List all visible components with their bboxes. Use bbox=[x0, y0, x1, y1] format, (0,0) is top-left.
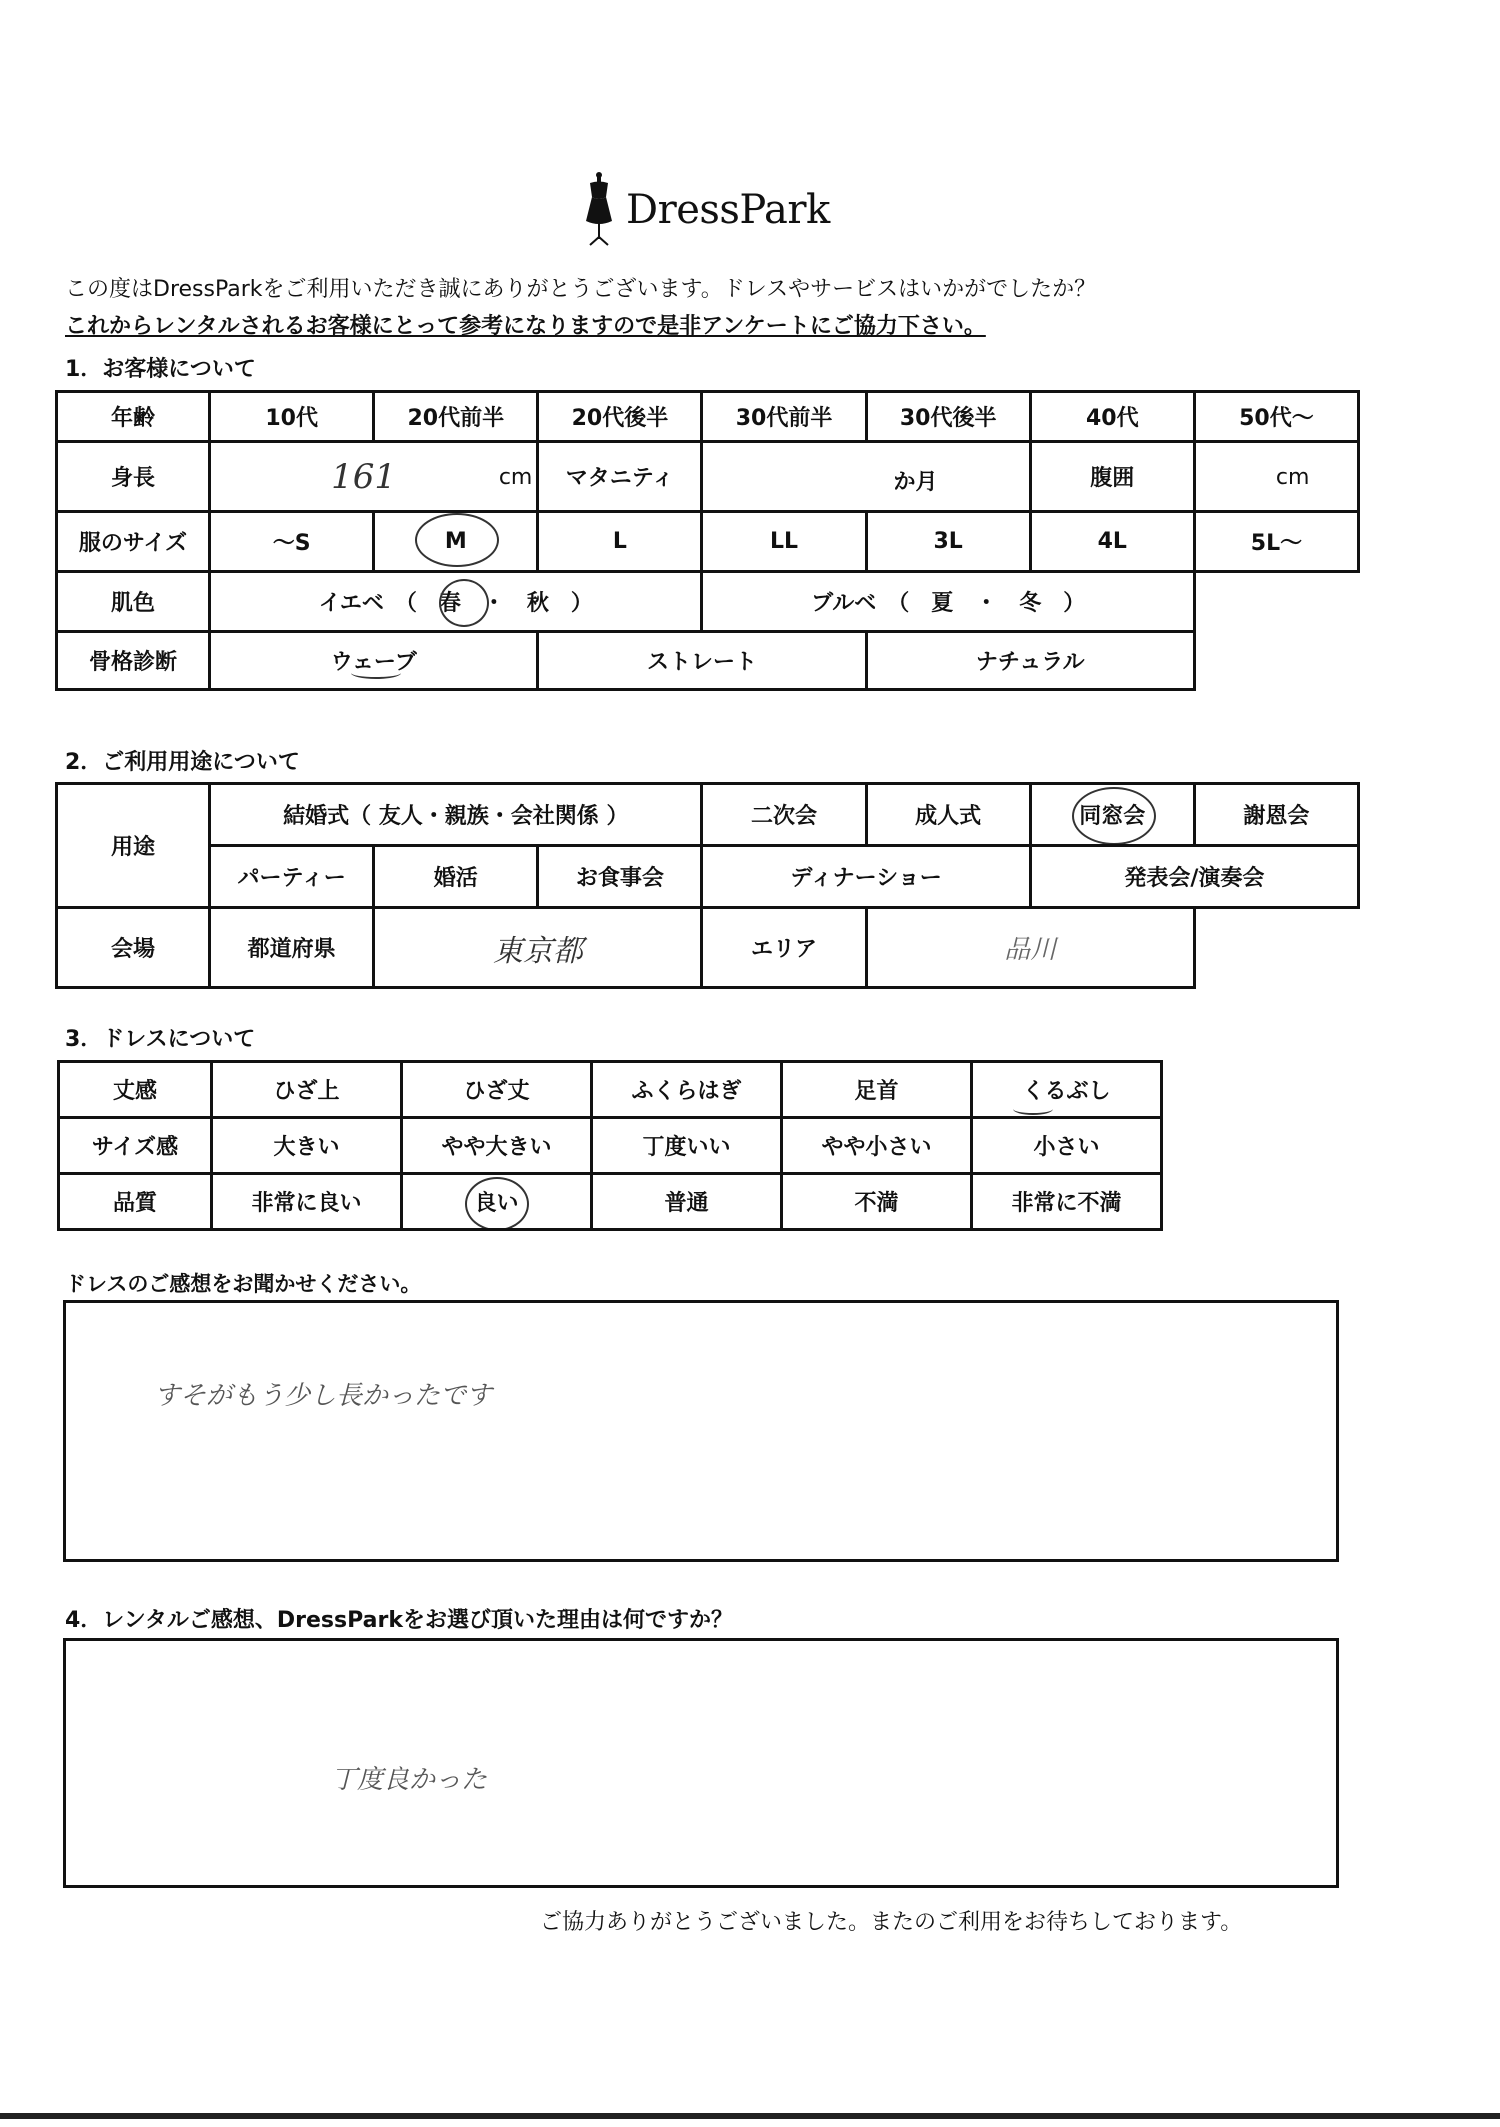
selection-mark bbox=[1013, 1103, 1053, 1115]
usage-option[interactable]: 二次会 bbox=[702, 784, 866, 846]
size-option[interactable]: 4L bbox=[1030, 512, 1194, 572]
size-option[interactable]: 3L bbox=[866, 512, 1030, 572]
intro-line-1: この度はDressParkをご利用いただき誠にありがとうございます。ドレスやサービスはいかがでしたか？ bbox=[65, 277, 1097, 302]
frame-option-selected[interactable] bbox=[210, 632, 538, 690]
skin-yellow-option[interactable] bbox=[210, 572, 702, 632]
frame-label: 骨格診断 bbox=[57, 632, 210, 690]
brand-name: DressPark bbox=[626, 187, 830, 233]
waist-field[interactable] bbox=[1194, 442, 1358, 512]
usage-table bbox=[55, 782, 1360, 989]
empty-cell bbox=[1194, 908, 1358, 988]
frame-option-label: ウェーブ bbox=[330, 650, 417, 675]
scan-edge-line bbox=[0, 2113, 1500, 2119]
length-option-label: くるぶし bbox=[1022, 1079, 1111, 1104]
dress-comment-box[interactable] bbox=[63, 1300, 1339, 1562]
prefecture-field[interactable] bbox=[374, 908, 702, 988]
length-option[interactable]: ひざ上 bbox=[212, 1062, 402, 1118]
age-option[interactable]: 10代 bbox=[210, 392, 374, 442]
selection-mark bbox=[351, 667, 401, 679]
height-field[interactable] bbox=[210, 442, 538, 512]
frame-option[interactable]: ストレート bbox=[538, 632, 866, 690]
height-value: 161 bbox=[331, 457, 397, 497]
length-option-selected[interactable] bbox=[972, 1062, 1162, 1118]
age-option[interactable]: 20代前半 bbox=[374, 392, 538, 442]
fit-option[interactable]: 大きい bbox=[212, 1118, 402, 1174]
age-row bbox=[57, 392, 1359, 442]
section-1-title: 1．お客様について bbox=[65, 357, 256, 382]
selection-circle bbox=[439, 579, 489, 627]
rental-comment-value: 丁度良かった bbox=[331, 1765, 488, 1795]
intro-line-2: これからレンタルされるお客様にとって参考になりますので是非アンケートにご協力下さい。 bbox=[65, 314, 986, 339]
section-4-title: 4．レンタルご感想、DressParkをお選び頂いた理由は何ですか？ bbox=[65, 1608, 733, 1633]
age-option[interactable]: 20代後半 bbox=[538, 392, 702, 442]
prefecture-label: 都道府県 bbox=[210, 908, 374, 988]
usage-option[interactable]: パーティー bbox=[210, 846, 374, 908]
waist-label: 腹囲 bbox=[1030, 442, 1194, 512]
quality-option[interactable]: 非常に良い bbox=[212, 1174, 402, 1230]
quality-label: 品質 bbox=[59, 1174, 212, 1230]
selection-circle bbox=[1072, 787, 1156, 845]
age-option[interactable]: 30代前半 bbox=[702, 392, 866, 442]
waist-unit: cm bbox=[1275, 465, 1310, 490]
frame-row bbox=[57, 632, 1359, 690]
fit-option[interactable]: 丁度いい bbox=[592, 1118, 782, 1174]
frame-option[interactable]: ナチュラル bbox=[866, 632, 1194, 690]
venue-label: 会場 bbox=[57, 908, 210, 988]
usage-option-label: 同窓会 bbox=[1079, 804, 1146, 829]
length-option[interactable]: 足首 bbox=[782, 1062, 972, 1118]
usage-label: 用途 bbox=[57, 784, 210, 908]
quality-row bbox=[59, 1174, 1162, 1230]
fit-row bbox=[59, 1118, 1162, 1174]
length-label: 丈感 bbox=[59, 1062, 212, 1118]
dress-comment-label: ドレスのご感想をお聞かせください。 bbox=[65, 1272, 422, 1296]
usage-option[interactable]: 成人式 bbox=[866, 784, 1030, 846]
usage-row-2 bbox=[57, 846, 1359, 908]
height-row bbox=[57, 442, 1359, 512]
height-label: 身長 bbox=[57, 442, 210, 512]
usage-option[interactable]: お食事会 bbox=[538, 846, 702, 908]
fit-option[interactable]: 小さい bbox=[972, 1118, 1162, 1174]
fit-option[interactable]: やや小さい bbox=[782, 1118, 972, 1174]
quality-option[interactable]: 非常に不満 bbox=[972, 1174, 1162, 1230]
dress-form-icon bbox=[582, 171, 616, 249]
maternity-months-unit: か月 bbox=[893, 470, 938, 495]
area-field[interactable] bbox=[866, 908, 1194, 988]
size-option[interactable]: 5L～ bbox=[1194, 512, 1358, 572]
age-label: 年齢 bbox=[57, 392, 210, 442]
fit-label: サイズ感 bbox=[59, 1118, 212, 1174]
size-option[interactable]: LL bbox=[702, 512, 866, 572]
usage-row-1 bbox=[57, 784, 1359, 846]
footer-thanks: ご協力ありがとうございました。またのご利用をお待ちしております。 bbox=[540, 1910, 1243, 1935]
area-value: 品川 bbox=[1004, 935, 1057, 965]
size-option-label: M bbox=[444, 529, 467, 554]
prefecture-value: 東京都 bbox=[492, 933, 583, 969]
fit-option[interactable]: やや大きい bbox=[402, 1118, 592, 1174]
height-unit: cm bbox=[498, 465, 533, 490]
length-option[interactable]: ひざ丈 bbox=[402, 1062, 592, 1118]
usage-option[interactable]: 婚活 bbox=[374, 846, 538, 908]
age-option[interactable]: 30代後半 bbox=[866, 392, 1030, 442]
age-option[interactable]: 50代～ bbox=[1194, 392, 1358, 442]
rental-comment-box[interactable] bbox=[63, 1638, 1339, 1888]
venue-row bbox=[57, 908, 1359, 988]
brand-logo bbox=[582, 170, 830, 250]
quality-option-label: 良い bbox=[474, 1191, 519, 1216]
age-option[interactable]: 40代 bbox=[1030, 392, 1194, 442]
dress-table bbox=[57, 1060, 1163, 1231]
size-option-selected[interactable] bbox=[374, 512, 538, 572]
quality-option[interactable]: 不満 bbox=[782, 1174, 972, 1230]
skin-row bbox=[57, 572, 1359, 632]
length-row bbox=[59, 1062, 1162, 1118]
maternity-label: マタニティ bbox=[538, 442, 702, 512]
usage-option[interactable]: 謝恩会 bbox=[1194, 784, 1358, 846]
skin-yellow-label: イエベ （ 春 ・ 秋 ） bbox=[318, 591, 593, 616]
size-label: 服のサイズ bbox=[57, 512, 210, 572]
size-option[interactable]: ～S bbox=[210, 512, 374, 572]
size-option[interactable]: L bbox=[538, 512, 702, 572]
quality-option[interactable]: 普通 bbox=[592, 1174, 782, 1230]
selection-circle bbox=[465, 1177, 529, 1230]
usage-option[interactable]: ディナーショー bbox=[702, 846, 1030, 908]
usage-option[interactable]: 結婚式（ 友人・親族・会社関係 ） bbox=[210, 784, 702, 846]
area-label: エリア bbox=[702, 908, 866, 988]
length-option[interactable]: ふくらはぎ bbox=[592, 1062, 782, 1118]
usage-option-selected[interactable] bbox=[1030, 784, 1194, 846]
customer-info-table bbox=[55, 390, 1360, 691]
skin-label: 肌色 bbox=[57, 572, 210, 632]
selection-circle bbox=[415, 513, 499, 567]
quality-option-selected[interactable] bbox=[402, 1174, 592, 1230]
maternity-field[interactable] bbox=[702, 442, 1030, 512]
size-row bbox=[57, 512, 1359, 572]
dress-comment-value: すそがもう少し長かったです bbox=[154, 1381, 493, 1411]
usage-option[interactable]: 発表会/演奏会 bbox=[1030, 846, 1358, 908]
section-2-title: 2．ご利用用途について bbox=[65, 750, 300, 775]
empty-cell bbox=[1194, 572, 1358, 632]
section-3-title: 3．ドレスについて bbox=[65, 1027, 256, 1052]
skin-blue-option[interactable]: ブルベ （ 夏 ・ 冬 ） bbox=[702, 572, 1194, 632]
empty-cell bbox=[1194, 632, 1358, 690]
